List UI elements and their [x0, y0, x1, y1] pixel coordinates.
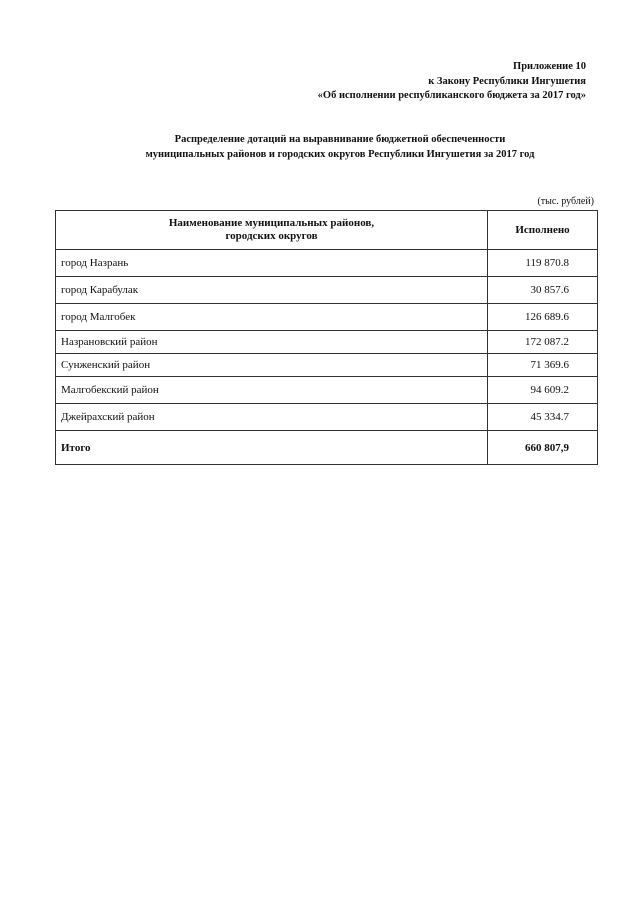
row-value: 71 369.6 — [488, 354, 598, 377]
header-name-line-2: городских округов — [225, 230, 318, 242]
row-name: Джейрахский район — [56, 404, 488, 431]
row-name: Назрановский район — [56, 331, 488, 354]
header-name-cell — [56, 211, 488, 250]
table-header-row — [56, 211, 598, 250]
row-name: город Назрань — [56, 250, 488, 277]
row-value: 119 870.8 — [488, 250, 598, 277]
row-name: город Малгобек — [56, 304, 488, 331]
row-value: 126 689.6 — [488, 304, 598, 331]
appendix-number: Приложение 10 — [513, 61, 586, 72]
subsidy-table — [55, 210, 598, 465]
table-row — [56, 250, 598, 277]
title-line-1: Распределение дотаций на выравнивание бюджетной обеспеченности — [174, 134, 506, 145]
row-value: 45 334.7 — [488, 404, 598, 431]
table-row — [56, 331, 598, 354]
row-name: Сунженский район — [56, 354, 488, 377]
document-title — [60, 132, 620, 162]
row-name: Малгобекский район — [56, 377, 488, 404]
table-row — [56, 404, 598, 431]
table-total-row — [56, 431, 598, 465]
row-value: 30 857.6 — [488, 277, 598, 304]
table-row — [56, 277, 598, 304]
appendix-note — [318, 60, 586, 104]
appendix-law: к Закону Республики Ингушетия — [428, 75, 586, 87]
table-row — [56, 377, 598, 404]
table-row — [56, 354, 598, 377]
appendix-law-title: «Об исполнении республиканского бюджета за 2017 год» — [317, 90, 586, 101]
table-row — [56, 304, 598, 331]
header-name-line-1: Наименование муниципальных районов, — [168, 217, 375, 229]
title-line-2: муниципальных районов и городских округов Республики Ингушетия за 2017 год — [145, 149, 535, 160]
row-value: 172 087.2 — [488, 331, 598, 354]
total-value: 660 807,9 — [488, 431, 598, 465]
units-label: (тыс. рублей) — [537, 196, 594, 207]
row-value: 94 609.2 — [488, 377, 598, 404]
total-name: Итого — [56, 431, 488, 465]
row-name: город Карабулак — [56, 277, 488, 304]
header-value-cell: Исполнено — [488, 211, 598, 250]
